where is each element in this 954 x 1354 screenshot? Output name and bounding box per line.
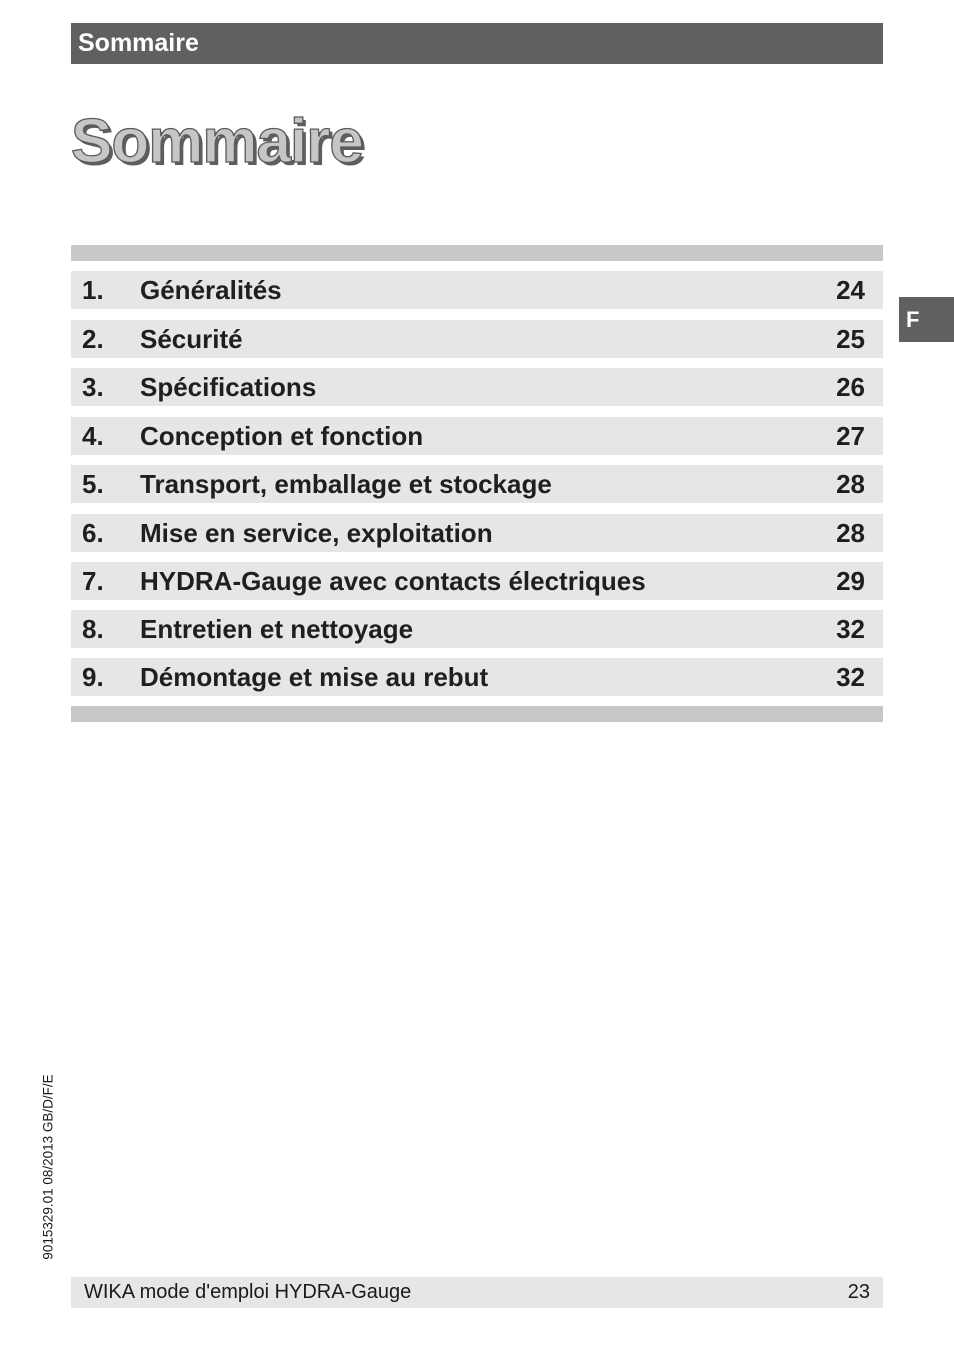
toc-number: 8. — [82, 614, 104, 644]
toc-page: 32 — [836, 662, 865, 692]
toc-page: 27 — [836, 421, 865, 451]
toc-row[interactable] — [71, 320, 883, 358]
toc-row[interactable] — [71, 271, 883, 309]
page-title: Sommaire — [71, 107, 363, 176]
toc-number: 4. — [82, 421, 104, 451]
toc-number: 5. — [82, 469, 104, 499]
toc-number: 1. — [82, 275, 104, 305]
toc-number: 7. — [82, 566, 104, 596]
toc-row[interactable] — [71, 417, 883, 455]
toc-title: Mise en service, exploitation — [140, 518, 493, 548]
document-code-text: 9015329.01 08/2013 GB/D/F/E — [40, 1074, 56, 1260]
toc-row[interactable] — [71, 610, 883, 648]
toc-row[interactable] — [71, 562, 883, 600]
toc-number: 3. — [82, 372, 104, 402]
toc-top-rule — [71, 245, 883, 261]
toc-title: Généralités — [140, 275, 282, 305]
toc-page: 26 — [836, 372, 865, 402]
footer-document-title: WIKA mode d'emploi HYDRA-Gauge — [84, 1281, 412, 1303]
toc-title: Conception et fonction — [140, 421, 424, 451]
toc-title: Entretien et nettoyage — [140, 614, 414, 644]
toc-page: 32 — [836, 614, 865, 644]
header-title: Sommaire — [78, 29, 199, 57]
header-bar — [71, 23, 883, 64]
footer-page-number: 23 — [847, 1281, 870, 1303]
toc-row[interactable] — [71, 514, 883, 552]
toc-page: 29 — [836, 566, 865, 596]
toc-bottom-rule — [71, 706, 883, 722]
toc-row[interactable] — [71, 465, 883, 503]
toc-page: 24 — [836, 275, 865, 305]
toc-title: Transport, emballage et stockage — [140, 469, 552, 499]
toc-page: 28 — [836, 469, 865, 499]
toc-number: 2. — [82, 324, 104, 354]
language-tab[interactable] — [899, 297, 954, 342]
toc-page: 28 — [836, 518, 865, 548]
toc-title: Spécifications — [140, 372, 317, 402]
footer-bar — [71, 1277, 883, 1308]
toc-number: 6. — [82, 518, 104, 548]
toc-number: 9. — [82, 662, 104, 692]
toc-title: HYDRA-Gauge avec contacts électriques — [140, 566, 646, 596]
toc-page: 25 — [836, 324, 865, 354]
toc-title: Démontage et mise au rebut — [140, 662, 489, 692]
language-tab-label: F — [906, 307, 920, 332]
toc-title: Sécurité — [140, 324, 243, 354]
toc-row[interactable] — [71, 658, 883, 696]
toc-row[interactable] — [71, 368, 883, 406]
